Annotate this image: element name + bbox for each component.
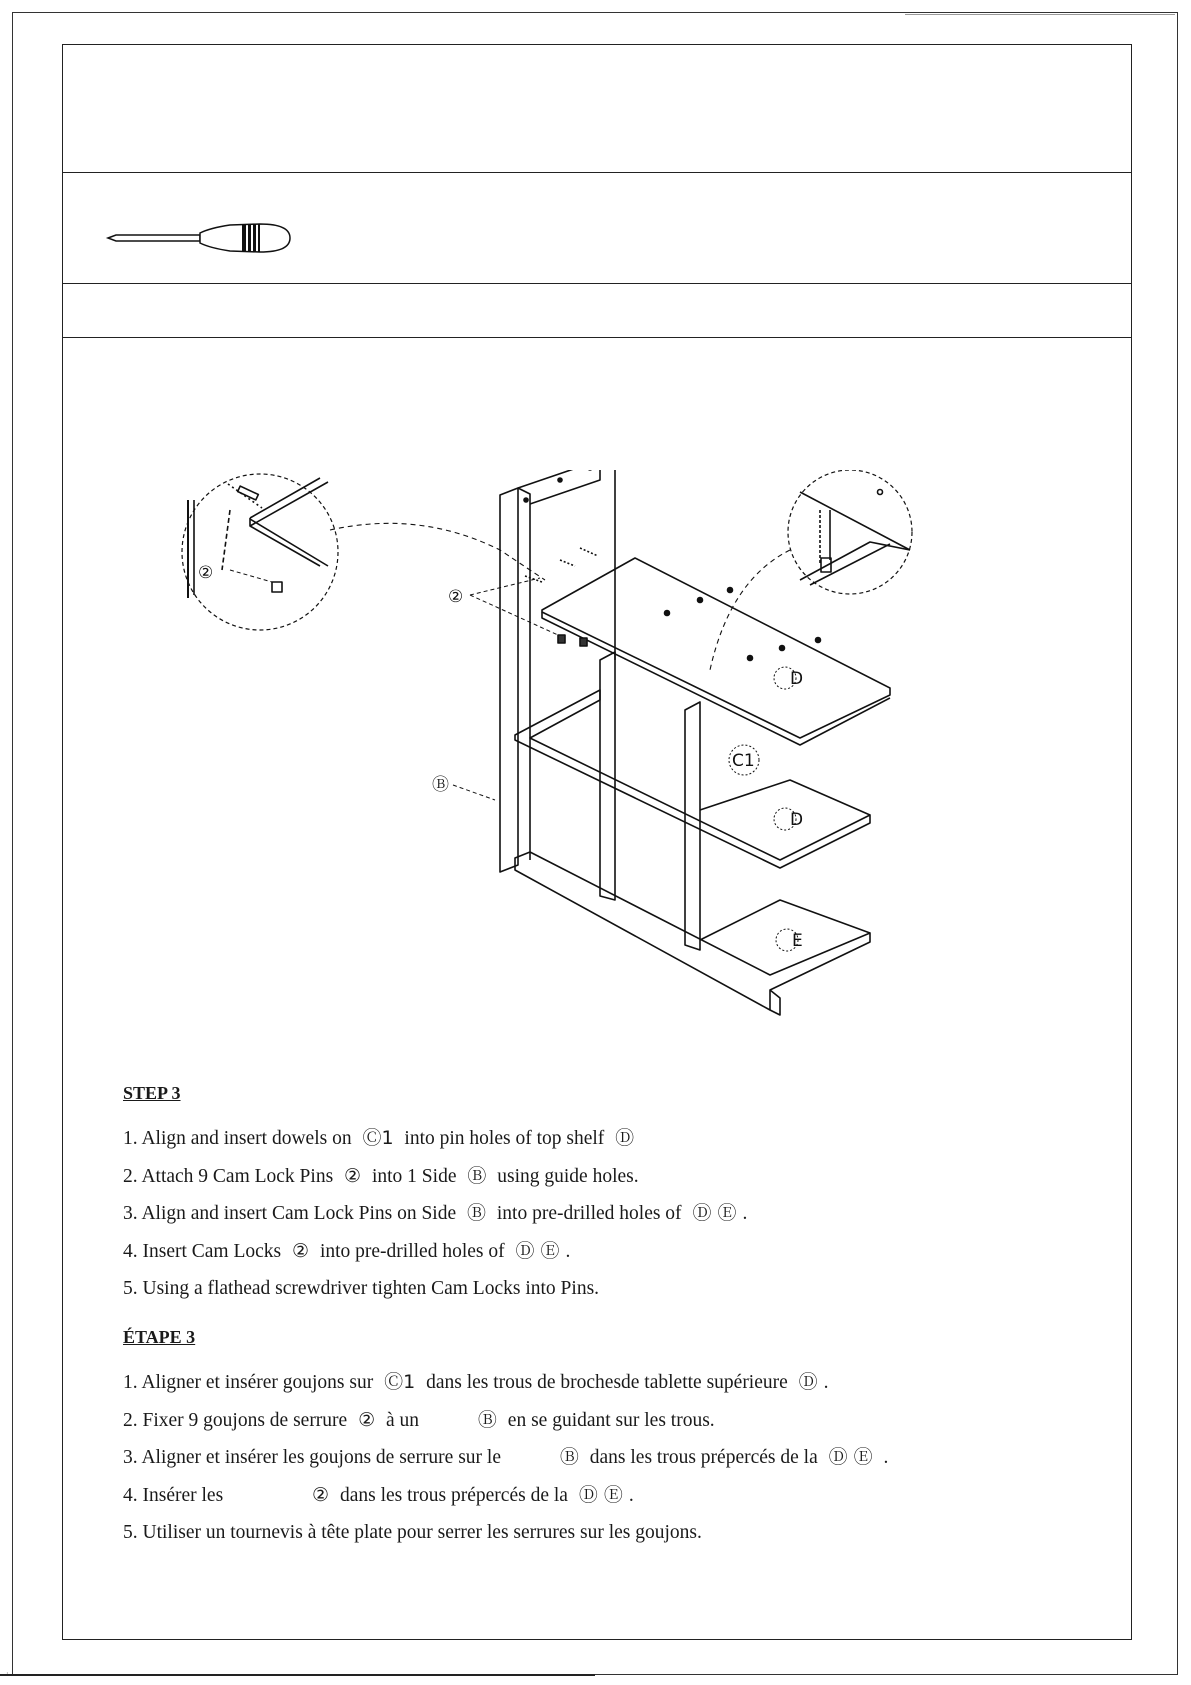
middle-shelf-label: D: [790, 810, 804, 830]
step-line-4: 4. Insert Cam Locks ② into pre-drilled holes of Ⓓ Ⓔ .: [123, 1239, 571, 1262]
etape-line-2: 2. Fixer 9 goujons de serrure ② à un Ⓑ en se guidant sur les trous.: [123, 1408, 715, 1431]
detail-circle-left: [182, 474, 338, 630]
pin-label-main: ②: [448, 587, 464, 607]
tools-row: [100, 218, 300, 263]
header-divider: [62, 172, 1132, 173]
etape-line-3: 3. Aligner et insérer les goujons de serrure sur le Ⓑ dans les trous prépercés de la Ⓓ Ⓔ .: [123, 1446, 889, 1468]
top-edge-rule: [905, 14, 1175, 15]
tools-divider: [62, 283, 1132, 284]
side-label-b: Ⓑ: [432, 775, 449, 795]
step-line-2: 2. Attach 9 Cam Lock Pins ② into 1 Side Ⓑ using guide holes.: [123, 1164, 639, 1187]
bottom-rule: [0, 1674, 595, 1676]
pin-label-detail: ②: [198, 563, 214, 583]
instructions-en: [123, 1083, 1073, 1308]
step-line-3: 3. Align and insert Cam Lock Pins on Side Ⓑ into pre-drilled holes of Ⓓ Ⓔ .: [123, 1202, 748, 1224]
top-shelf-label: D: [790, 669, 804, 689]
step-line-5: 5. Using a flathead screwdriver tighten Cam Locks into Pins.: [123, 1278, 600, 1299]
etape-heading: ÉTAPE 3: [123, 1327, 196, 1347]
etape-line-1: 1. Aligner et insérer goujons sur Ⓒ1 dans les trous de brochesde tablette supérieure Ⓓ .: [123, 1371, 829, 1393]
corner-dot: ·: [6, 1669, 9, 1678]
step-heading: STEP 3: [123, 1083, 181, 1103]
bottom-shelf-label: E: [792, 931, 803, 951]
side-panel-b: [500, 488, 518, 872]
assembly-diagram: [170, 470, 1000, 1110]
bottom-shelf-e: [515, 852, 870, 1010]
hardware-divider: [62, 337, 1132, 338]
detail-connector-left: [330, 523, 545, 580]
middle-shelf-d: [515, 690, 870, 868]
step-line-1: 1. Align and insert dowels on Ⓒ1 into pin holes of top shelf Ⓓ: [123, 1127, 635, 1149]
instructions-fr: [123, 1327, 1073, 1552]
etape-line-5: 5. Utiliser un tournevis à tête plate pour serrer les serrures sur les goujons.: [123, 1522, 702, 1543]
detail-circle-right: [788, 470, 912, 594]
screwdriver-icon: [100, 218, 300, 258]
divider-label-c1: C1: [732, 751, 755, 771]
etape-line-4: 4. Insérer les ② dans les trous prépercés de la Ⓓ Ⓔ .: [123, 1483, 634, 1506]
